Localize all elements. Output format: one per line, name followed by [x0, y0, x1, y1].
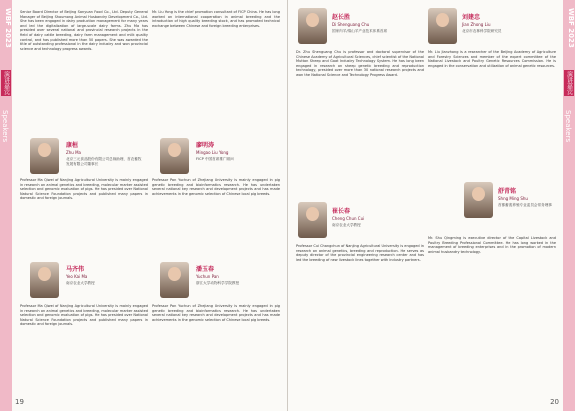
speaker-name-cn: 崔长春 — [332, 208, 351, 215]
speaker-name-en: Shng Ming Shu — [498, 196, 528, 201]
speaker-bio: Professor Ma Qiwei of Nanjing Agricultural University is mainly engaged in research on animal genetics and breeding, molecular marker assisted selection and genomic evaluation of pigs. He has presided over National Natural Science Foundation projects and published many papers in domestic and foreign journals. — [20, 304, 148, 327]
event-label: WBF 2023 — [567, 8, 575, 48]
speaker-name-cn: 潘玉春 — [196, 266, 215, 273]
event-label: WBF 2023 — [4, 8, 12, 48]
left-side-strip — [0, 0, 12, 411]
speaker-name-cn: 马齐伟 — [66, 266, 85, 273]
speaker-photo — [160, 138, 189, 174]
speaker-photo — [298, 202, 327, 238]
section-tag-cn: 演讲嘉宾 — [2, 71, 10, 95]
speaker-bio: Professor Cui Changchun of Nanjing Agricultural University is engaged in research on animal genetics, breeding and reproduction. He serves as deputy director of the provincial engineering research center and has led the breeding of new livestock lines together with industry partners. — [296, 244, 424, 262]
speaker-role: 国家肉羊/绵山羊产业技术体系首席 — [332, 29, 388, 33]
speaker-name-en: Mingao Liu Yong — [196, 150, 229, 155]
speaker-name-cn: 康桓 — [66, 142, 79, 149]
speaker-name-en: Jian Zhong Liu — [462, 22, 491, 27]
speaker-bio: Mr. Liu Jianzhong is a researcher of the Beijing Academy of Agriculture and Forestry Sciences and member of the expert committee of the National Livestock and Poultry Genetic Resources Commission. He is engaged in the conservation and utilization of animal genetic resources. — [428, 50, 556, 68]
intro-text: Senior Board Director of Beijing Sanyuan Food Co., Ltd. Deputy General Manager of Beijing Shoumong Animal Husbandry Development Co., Ltd. She has been engaged in dairy production management for many years and led the digitalization of large-scale dairy farms. Zhu Ma has presided over several national and provincial research projects in the field of dairy cattle breeding, dairy farm management and milk quality control, and has published more than 50 papers. She was awarded the title of outstanding professional in the dairy industry and won provincial science and technology progress awards. — [20, 10, 148, 51]
speaker-bio: Mr. Shu Qingming is executive director of the Capital Livestock and Poultry Breeding Professional Committee. He has long worked in the management of breeding enterprises and in the promotion of modern animal husbandry technology. — [428, 236, 556, 254]
page-number: 19 — [15, 398, 24, 406]
speaker-name-cn: 刘建忠 — [462, 14, 481, 21]
speaker-photo — [30, 138, 59, 174]
speaker-name-en: Cheng Chun Cui — [332, 216, 365, 221]
right-page — [288, 0, 575, 411]
section-tag-cn: 演讲嘉宾 — [565, 71, 573, 95]
speaker-photo — [160, 262, 189, 298]
speaker-role: 首都畜禽养殖专业委员会常务理事 — [498, 203, 552, 207]
speaker-bio: Professor Ma Qiwei of Nanjing Agricultural University is mainly engaged in research on animal genetics and breeding, molecular marker assisted selection and genomic evaluation of pigs. He has presided over National Natural Science Foundation projects and published many papers in domestic and foreign journals. — [20, 178, 148, 201]
section-tag-en: Speakers — [564, 110, 572, 143]
speaker-role: FICP 中国首席推广顾问 — [196, 157, 234, 161]
speaker-photo — [464, 182, 493, 218]
speaker-photo — [298, 8, 327, 44]
page-number: 20 — [550, 398, 559, 406]
speaker-role: 南京农业大学教授 — [66, 281, 95, 285]
speaker-name-en: Di Shenguang Chu — [332, 22, 370, 27]
speaker-bio: Professor Pan Yuchun of Zhejiang University is mainly engaged in pig genetic breeding and bioinformatics research. He has undertaken several national key research and development projects and has made achievements in the genomic selection of Chinese local pig breeds. — [152, 304, 280, 322]
speaker-photo — [428, 8, 457, 44]
speaker-name-cn: 廖明涛 — [196, 142, 215, 149]
speaker-role: 北京市农林科学院研究员 — [462, 29, 502, 33]
speaker-name-cn: 舒青铭 — [498, 188, 517, 195]
speaker-role: 浙江大学动物科学学院教授 — [196, 281, 240, 285]
speaker-name-en: Yuchun Pan — [196, 274, 219, 279]
speaker-role: 北京三元食品股份有限公司总裁助理、首农畜牧发展有限公司董事长 — [66, 157, 142, 166]
right-side-strip — [563, 0, 575, 411]
speaker-name-en: Yeo Kai Ma — [66, 274, 88, 279]
speaker-role: 南京农业大学教授 — [332, 223, 361, 227]
section-tag-en: Speakers — [1, 110, 9, 143]
speaker-bio: Professor Pan Yuchun of Zhejiang University is mainly engaged in pig genetic breeding and bioinformatics research. He has undertaken several national key research and development projects and has made achievements in the genomic selection of Chinese local pig breeds. — [152, 178, 280, 196]
speaker-name-en: Zhu Ma — [66, 150, 81, 155]
speaker-photo — [30, 262, 59, 298]
speaker-bio: Dr. Zhu Shenguang Chu is professor and doctoral supervisor of the Chinese Academy of Agricultural Sciences, chief scientist of the National Mutton Sheep and Goat Industry Technology System. He has long been engaged in research on sheep genetic breeding and reproduction technology, presided over more than 30 national research projects and won the National Science and Technology Progress Award. — [296, 50, 424, 77]
intro-text-2: Mr. Liu Yong is the chief promotion consultant of FICP China. He has long worked on international cooperation in animal breeding and the introduction of high quality breeding stock, and has promoted technical exchange between Chinese and foreign breeding enterprises. — [152, 10, 280, 28]
speaker-name-cn: 赵长胜 — [332, 14, 351, 21]
